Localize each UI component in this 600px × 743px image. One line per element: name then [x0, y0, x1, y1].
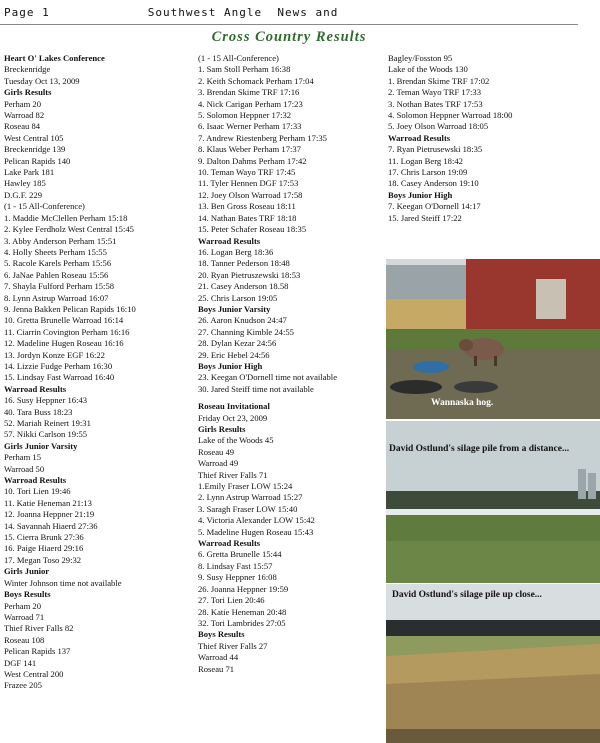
- result-line: 14. Savannah Hiaerd 27:36: [4, 520, 98, 531]
- result-line: 1. Sam Stoll Perham 16:38: [198, 64, 291, 75]
- paper-name: Southwest Angle News and: [147, 6, 339, 19]
- result-line: Roseau 108: [4, 634, 45, 645]
- result-line: 16. Logan Berg 18:36: [198, 246, 274, 257]
- result-line: 6. Isaac Werner Perham 17:33: [198, 121, 302, 132]
- result-line: 30. Jared Steiff time not available: [198, 383, 314, 394]
- result-line: 6. JaNae Pahlen Roseau 15:56: [4, 269, 109, 280]
- result-line: 8. Lynn Astrup Warroad 16:07: [4, 292, 109, 303]
- result-line: 2. Teman Wayo TRF 17:33: [388, 87, 481, 98]
- section-heading: Warroad Results: [198, 538, 261, 549]
- section-heading: Warroad Results: [388, 132, 451, 143]
- header-divider: [0, 24, 578, 25]
- result-line: Breckenridge: [4, 64, 51, 75]
- result-line: 15. Peter Schafer Roseau 18:35: [198, 224, 307, 235]
- result-line: 11. Tyler Hennen DGF 17:53: [198, 178, 299, 189]
- result-line: 4. Solomon Heppner Warroad 18:00: [388, 110, 513, 121]
- result-line: 16. Paige Hiaerd 29:16: [4, 543, 84, 554]
- result-line: 3. Nothan Bates TRF 17:53: [388, 98, 483, 109]
- result-line: 27. Channing Kimble 24:55: [198, 326, 294, 337]
- result-line: 18. Casey Anderson 19:10: [388, 178, 479, 189]
- result-line: 15. Jared Steiff 17:22: [388, 212, 462, 223]
- result-line: 2. Keith Schomack Perham 17:04: [198, 75, 314, 86]
- result-line: (1 - 15 All-Conference): [4, 201, 85, 212]
- silage-closeup-image: [386, 584, 600, 743]
- page-number: Page 1: [4, 6, 50, 19]
- result-line: 5. Joey Olson Warroad 18:05: [388, 121, 489, 132]
- result-line: 4. Nick Carigan Perham 17:23: [198, 98, 303, 109]
- section-heading: Boys Junior Varsity: [198, 303, 271, 314]
- result-line: 29. Eric Hebel 24:56: [198, 349, 270, 360]
- result-line: Winter Johnson time not available: [4, 577, 122, 588]
- result-line: 5. Madeline Hugen Roseau 15:43: [198, 526, 314, 537]
- result-line: 5. Racole Karels Perham 15:56: [4, 258, 112, 269]
- result-line: Bagley/Fosston 95: [388, 53, 453, 63]
- section-heading: Warroad Results: [4, 475, 67, 486]
- section-heading: Girls Results: [4, 87, 52, 98]
- result-line: Thief River Falls 71: [198, 469, 268, 480]
- result-line: 10. Teman Wayo TRF 17:45: [198, 167, 296, 178]
- result-line: 21. Casey Anderson 18.58: [198, 281, 289, 292]
- silage-distance-caption: David Ostlund's silage pile from a distance...: [389, 444, 570, 454]
- result-line: 20. Ryan Pietruszewski 18:53: [198, 269, 301, 280]
- result-line: 3. Brendan Skime TRF 17:16: [198, 87, 300, 98]
- result-line: Hawley 185: [4, 178, 46, 189]
- result-line: Roseau 71: [198, 663, 235, 674]
- result-line: 2. Lynn Astrup Warroad 15:27: [198, 492, 303, 503]
- section-heading: Girls Junior Varsity: [4, 440, 78, 451]
- result-line: 23. Keegan O'Dornell time not available: [198, 372, 338, 383]
- result-line: 6. Gretta Brunelle 15:44: [198, 549, 282, 560]
- result-line: 28. Katie Heneman 20:48: [198, 606, 287, 617]
- result-line: Perham 20: [4, 600, 41, 611]
- result-line: 9. Dalton Dahms Perham 17:42: [198, 155, 307, 166]
- result-line: 7. Keegan O'Dornell 14:17: [388, 201, 481, 212]
- result-line: West Central 105: [4, 132, 64, 143]
- result-line: 26. Aaron Knudson 24:47: [198, 315, 287, 326]
- result-line: Perham 15: [4, 452, 41, 463]
- result-line: 15. Lindsay Fast Warroad 16:40: [4, 372, 115, 383]
- page-header: [4, 6, 338, 19]
- result-line: Pelican Rapids 140: [4, 155, 71, 166]
- result-line: Warroad 50: [4, 463, 45, 474]
- section-heading: Heart O' Lakes Conference: [4, 53, 105, 63]
- result-line: 17. Chris Larson 19:09: [388, 167, 468, 178]
- section-heading: Boys Results: [4, 589, 51, 600]
- silage-distance-photo: [386, 421, 600, 583]
- result-line: 1. Brendan Skime TRF 17:02: [388, 75, 490, 86]
- result-line: 7. Andrew Riestenberg Perham 17:35: [198, 132, 327, 143]
- result-line: 14. Lizzie Fudge Perham 16:30: [4, 360, 113, 371]
- result-line: Lake Park 181: [4, 167, 55, 178]
- result-line: 4. Victoria Alexander LOW 15:42: [198, 515, 315, 526]
- result-line: 5. Solomon Heppner 17:32: [198, 110, 292, 121]
- result-line: 11. Ciarrin Covington Perham 16:16: [4, 326, 130, 337]
- silage-closeup-photo: [386, 584, 600, 743]
- result-line: Warroad 44: [198, 652, 239, 663]
- section-heading: Roseau Invitational: [198, 401, 270, 412]
- results-column-2: [198, 53, 337, 675]
- result-line: 15. Cierra Brunk 27:36: [4, 532, 84, 543]
- result-line: Frazee 205: [4, 680, 42, 691]
- result-line: 13. Ben Gross Roseau 18:11: [198, 201, 296, 212]
- result-line: 1.Emily Fraser LOW 15:24: [198, 481, 293, 492]
- results-column-1: [4, 53, 136, 692]
- result-line: Lake of the Woods 45: [198, 435, 274, 446]
- page-title: Cross Country Results: [211, 29, 367, 45]
- result-line: Breckenridge 139: [4, 144, 66, 155]
- result-line: Roseau 49: [198, 446, 235, 457]
- result-line: 40. Tara Buss 18:23: [4, 406, 73, 417]
- result-line: 7. Ryan Pietrusewski 18:35: [388, 144, 483, 155]
- section-heading: Boys Results: [198, 629, 245, 640]
- result-line: 17. Megan Toso 29:32: [4, 554, 82, 565]
- result-line: 12. Madeline Hugen Roseau 16:16: [4, 338, 124, 349]
- result-line: 2. Kylee Ferdholz West Central 15:45: [4, 224, 134, 235]
- result-line: 27. Tori Lien 20:46: [198, 595, 265, 606]
- result-line: 16. Susy Heppner 16:43: [4, 395, 88, 406]
- silage-closeup-caption: David Ostlund's silage pile up close...: [392, 590, 542, 600]
- result-line: 1. Maddie McClellen Perham 15:18: [4, 212, 128, 223]
- result-line: 26. Joanna Heppner 19:59: [198, 583, 289, 594]
- section-heading: Girls Results: [198, 424, 246, 434]
- result-line: Pelican Rapids 137: [4, 646, 71, 657]
- result-line: 18. Tanner Pederson 18:48: [198, 258, 290, 269]
- section-heading: Boys Junior High: [198, 360, 263, 371]
- result-line: Warroad 82: [4, 110, 45, 121]
- result-line: 25. Chris Larson 19:05: [198, 292, 278, 303]
- result-line: 3. Abby Anderson Perham 15:51: [4, 235, 117, 246]
- hog-caption: Wannaska hog.: [431, 398, 494, 408]
- result-line: Roseau 84: [4, 121, 41, 132]
- result-line: Thief River Falls 27: [198, 640, 268, 651]
- result-line: 12. Joanna Heppner 21:19: [4, 509, 95, 520]
- result-line: 12. Joey Olson Warroad 17:58: [198, 189, 303, 200]
- result-line: 13. Jordyn Konze EGF 16:22: [4, 349, 105, 360]
- result-line: 11. Katie Heneman 21:13: [4, 497, 92, 508]
- result-line: D.G.F. 229: [4, 189, 42, 200]
- section-heading: Warroad Results: [198, 235, 261, 246]
- result-line: 3. Saragh Fraser LOW 15:40: [198, 503, 298, 514]
- result-line: Friday Oct 23, 2009: [198, 412, 268, 423]
- result-line: Perham 20: [4, 98, 41, 109]
- result-line: 52. Mariah Reinert 19:31: [4, 418, 91, 428]
- hog-photo-image: [386, 259, 600, 419]
- result-line: 8. Klaus Weber Perham 17:37: [198, 144, 301, 155]
- result-line: 4. Holly Sheets Perham 15:55: [4, 246, 107, 257]
- result-line: 9. Susy Heppner 16:08: [198, 572, 277, 583]
- result-line: Thief River Falls 82: [4, 623, 74, 634]
- result-line: DGF 141: [4, 657, 37, 668]
- result-line: Lake of the Woods 130: [388, 64, 468, 75]
- section-heading: Boys Junior High: [388, 189, 453, 200]
- result-line: Warroad 71: [4, 611, 45, 622]
- results-column-3: [388, 53, 512, 224]
- result-line: 57. Nikki Carlson 19:55: [4, 429, 88, 440]
- result-line: Warroad 49: [198, 458, 239, 469]
- section-heading: Girls Junior: [4, 566, 50, 577]
- result-line: 10. Tori Lien 19:46: [4, 486, 71, 497]
- result-line: Tuesday Oct 13, 2009: [4, 75, 80, 86]
- hog-photo: [386, 259, 600, 419]
- result-line: 10. Gretta Brunelle Warroad 16:14: [4, 315, 124, 326]
- result-line: 14. Nathan Bates TRF 18:18: [198, 212, 297, 223]
- section-heading: Warroad Results: [4, 383, 67, 394]
- result-line: West Central 200: [4, 668, 64, 679]
- result-line: (1 - 15 All-Conference): [198, 53, 279, 63]
- result-line: 9. Jenna Bakken Pelican Rapids 16:10: [4, 303, 136, 314]
- result-line: 11. Logan Berg 18:42: [388, 155, 463, 166]
- result-line: 8. Lindsay Fast 15:57: [198, 560, 273, 571]
- result-line: 28. Dylan Kezar 24:56: [198, 338, 277, 349]
- result-line: 7. Shayla Fulford Perham 15:58: [4, 281, 115, 292]
- result-line: 32. Tori Lambrides 27:05: [198, 617, 286, 628]
